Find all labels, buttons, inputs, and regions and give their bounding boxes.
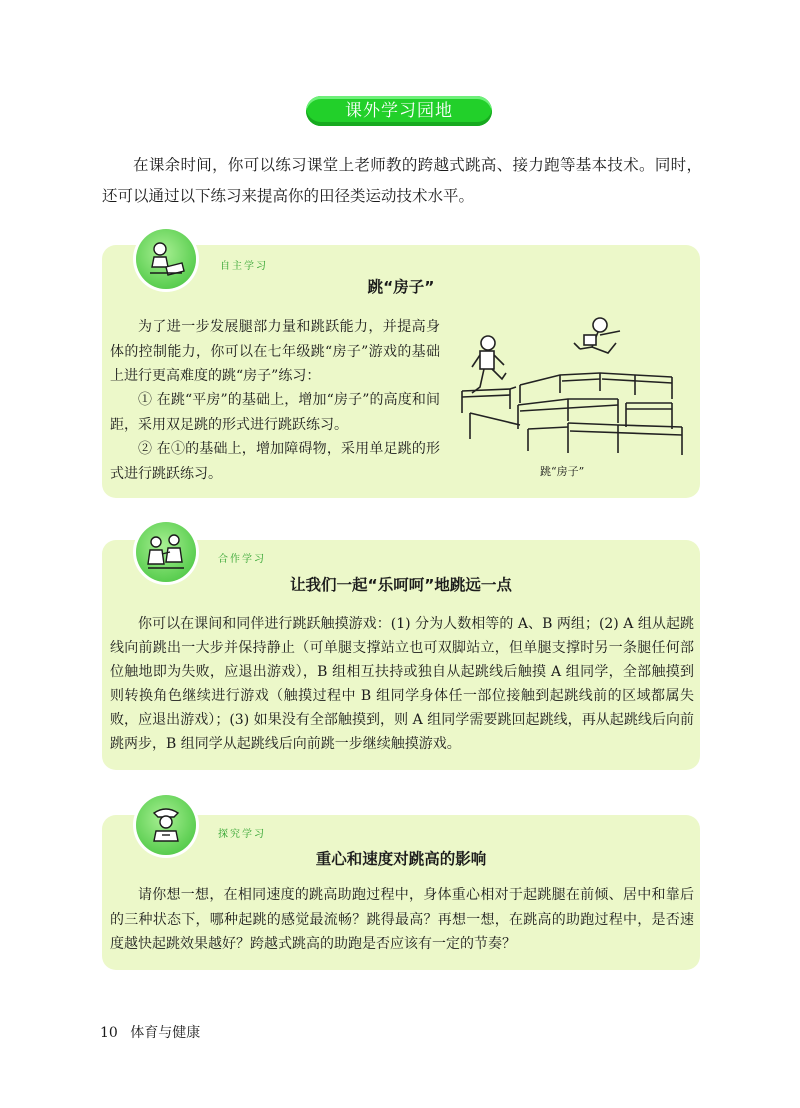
intro-paragraph: 在课余时间，你可以练习课堂上老师教的跨越式跳高、接力跑等基本技术。同时，还可以通过以下练习来提高你的田径类运动技术水平。 [102, 156, 702, 205]
jumping-child-icon [574, 318, 620, 353]
cooperative-study-badge [136, 522, 196, 582]
thinking-student-icon [144, 803, 188, 847]
section-paragraph: 你可以在课间和同伴进行跳跃触摸游戏：(1) 分为人数相等的 A、B 两组；(2) A 组从起跳线向前跳出一大步并保持静止（可单腿支撑站立也可双脚站立，但单腿支撑时另一条腿任何部位触地即为失败，应退出游戏），B 组相互扶持或独自从起跳线后触摸 A 组同学，全部触摸到则转换角色继续进行游戏（触摸过程中 B 组同学身体任一部位接触到起跳线前的区域都属失败，应退出游戏）；(3) 如果没有全部触摸到，则 A 组同学需要跳回起跳线，再从起跳线后向前跳两步，B 组同学从起跳线后向前跳一步继续触摸游戏。 [110, 616, 694, 752]
group-students-icon [144, 530, 188, 574]
section-tag: 合作学习 [218, 554, 266, 565]
section-title: 让我们一起“乐呵呵”地跳远一点 [290, 576, 512, 594]
section-title: 重心和速度对跳高的影响 [315, 850, 487, 868]
figure-caption: 跳“房子” [540, 465, 585, 478]
section-paragraph: ② 在①的基础上，增加障碍物，采用单足跳的形式进行跳跃练习。 [110, 441, 440, 482]
book-title: 体育与健康 [130, 1025, 201, 1041]
section-paragraph: 为了进一步发展腿部力量和跳跃能力，并提高身体的控制能力，你可以在七年级跳“房子”游戏的基础上进行更高难度的跳“房子”练习： [110, 319, 440, 384]
section-tag: 探究学习 [218, 829, 266, 840]
page-number: 10 [100, 1025, 118, 1041]
hopscotch-illustration [450, 313, 695, 463]
panel-self-study [102, 245, 700, 498]
section-paragraph: 请你想一想，在相同速度的跳高助跑过程中，身体重心相对于起跳腿在前倾、居中和靠后的三种状态下，哪种起跳的感觉最流畅？跳得最高？再想一想，在跳高的助跑过程中，是否速度越快起跳效果越好？跨越式跳高的助跑是否应该有一定的节奏？ [110, 887, 694, 952]
page-section-title: 课外学习园地 [306, 96, 492, 126]
hopping-child-icon [472, 336, 506, 393]
self-study-badge [136, 229, 196, 289]
inquiry-study-badge [136, 795, 196, 855]
panel-cooperative-study [102, 540, 700, 770]
section-title: 跳“房子” [367, 278, 435, 296]
page-footer [100, 1022, 200, 1042]
reading-student-icon [144, 237, 188, 281]
section-tag: 自主学习 [220, 261, 268, 272]
section-paragraph: ① 在跳“平房”的基础上，增加“房子”的高度和间距，采用双足跳的形式进行跳跃练习。 [110, 392, 440, 433]
